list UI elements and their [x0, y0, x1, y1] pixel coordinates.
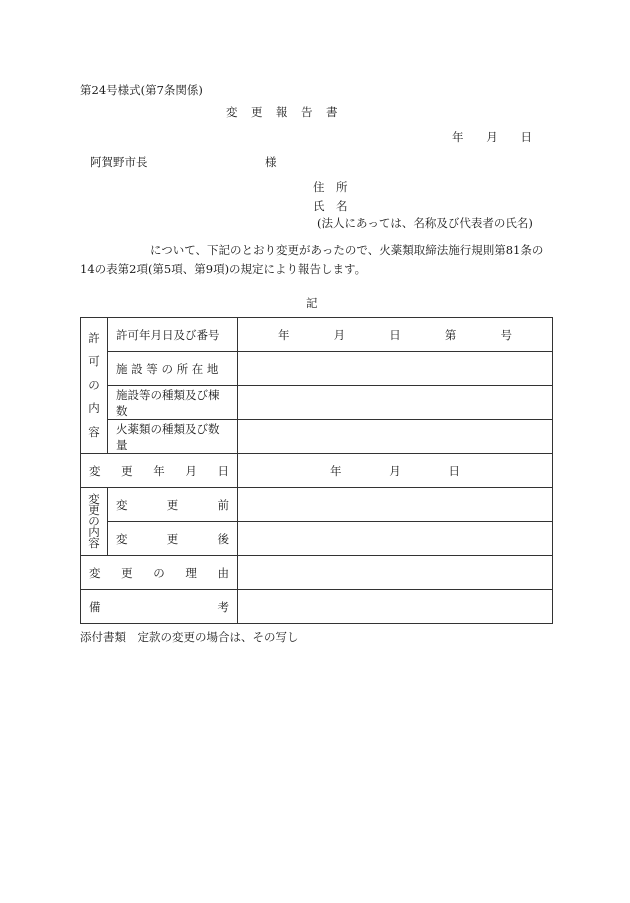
after-change-value[interactable]: [238, 522, 553, 556]
permit-section-cell: [81, 318, 108, 454]
body-line-1: について、下記のとおり変更があったので、火薬類取締法施行規則第81条の: [150, 243, 544, 257]
name-label: 氏 名: [313, 199, 348, 213]
before-change-value[interactable]: [238, 488, 553, 522]
addressee: 阿賀野市長: [90, 155, 148, 169]
remarks-value[interactable]: [238, 590, 553, 624]
change-content-section-cell: [81, 488, 108, 556]
attachment-note: 添付書類 定款の変更の場合は、その写し: [80, 630, 299, 644]
change-reason-label: 変 更 の 理 由: [81, 556, 238, 590]
table-row: [81, 454, 553, 488]
date-month: 月: [486, 130, 498, 144]
address-label: 住 所: [313, 180, 348, 194]
honorific: 様: [265, 155, 277, 169]
permit-date-number-label: 許可年月日及び番号: [108, 318, 238, 352]
before-change-label: 変 更 前: [108, 488, 238, 522]
table-row: [81, 386, 553, 420]
permit-section-label: 許 可 の 内 容: [88, 330, 100, 439]
facility-types-label: 施設等の種類及び棟数: [108, 386, 238, 420]
facility-location-value[interactable]: [238, 352, 553, 386]
remarks-label: 備 考: [81, 590, 238, 624]
table-row: [81, 590, 553, 624]
permit-date-number-value[interactable]: 年 月 日 第 号: [238, 318, 553, 352]
explosive-types-label: 火薬類の種類及び数量: [108, 420, 238, 454]
facility-types-value[interactable]: [238, 386, 553, 420]
corporation-note: (法人にあっては、名称及び代表者の氏名): [317, 216, 533, 230]
after-change-label: 変 更 後: [108, 522, 238, 556]
date-day: 日: [520, 130, 532, 144]
ki-heading: 記: [306, 296, 318, 310]
table-row: [81, 556, 553, 590]
change-date-label: 変 更 年 月 日: [81, 454, 238, 488]
change-reason-value[interactable]: [238, 556, 553, 590]
change-date-value[interactable]: 年 月 日: [238, 454, 553, 488]
table-row: [81, 318, 553, 352]
form-number: 第24号様式(第7条関係): [80, 83, 203, 97]
table-row: [81, 420, 553, 454]
report-date: [452, 130, 532, 144]
change-content-section-label: 変 更 の 内 容: [88, 492, 100, 550]
explosive-types-value[interactable]: [238, 420, 553, 454]
table-row: [81, 522, 553, 556]
table-row: [81, 488, 553, 522]
report-table: [80, 317, 553, 624]
facility-location-label: 施 設 等 の 所 在 地: [108, 352, 238, 386]
table-row: [81, 352, 553, 386]
body-line-2: 14の表第2項(第5項、第9項)の規定により報告します。: [80, 262, 367, 276]
date-year: 年: [452, 130, 464, 144]
document-title: 変 更 報 告 書: [226, 105, 339, 119]
